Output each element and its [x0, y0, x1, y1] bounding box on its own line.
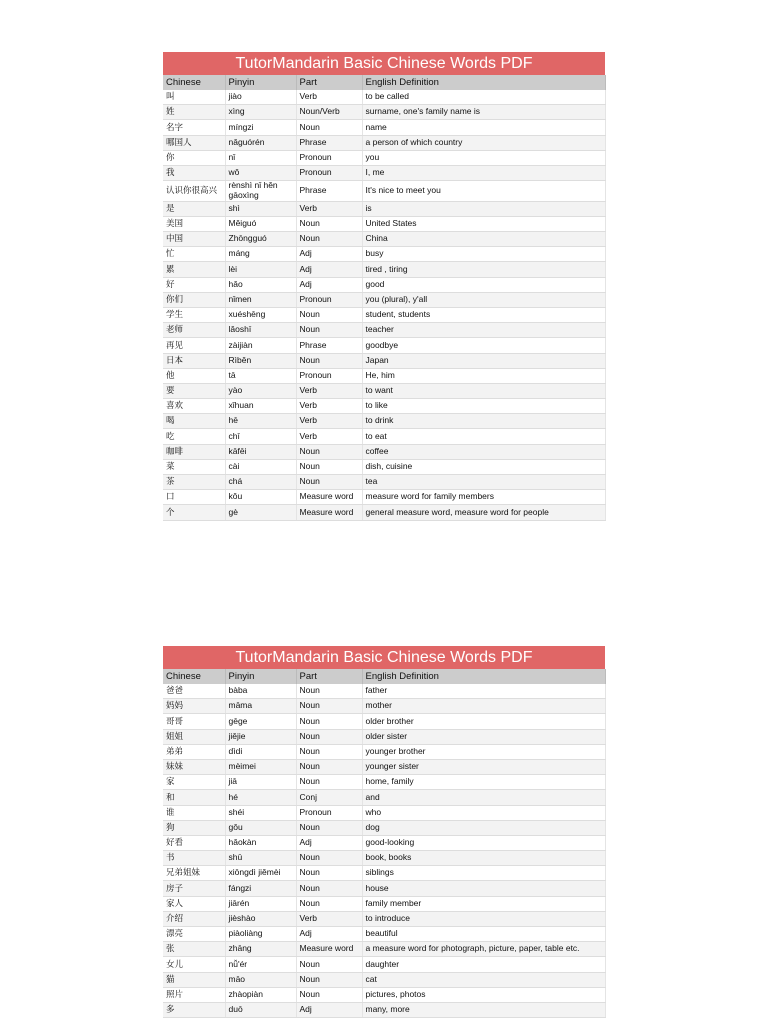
definition-cell: older brother [362, 714, 605, 729]
part-cell: Adj [296, 1002, 362, 1017]
part-cell: Adj [296, 247, 362, 262]
pinyin-cell: shéi [225, 805, 296, 820]
chinese-cell: 吃 [163, 429, 225, 444]
part-cell: Adj [296, 927, 362, 942]
pinyin-cell: lèi [225, 262, 296, 277]
pinyin-cell: míngzi [225, 120, 296, 135]
part-cell: Noun [296, 987, 362, 1002]
pinyin-cell: nǐmen [225, 292, 296, 307]
pinyin-cell: bàba [225, 684, 296, 699]
table-row [163, 444, 605, 459]
part-cell: Noun [296, 714, 362, 729]
chinese-cell: 叫 [163, 90, 225, 105]
table-row [163, 90, 605, 105]
chinese-cell: 姓 [163, 105, 225, 120]
part-cell: Noun [296, 323, 362, 338]
table-row [163, 699, 605, 714]
definition-cell: tired , tiring [362, 262, 605, 277]
part-cell: Adj [296, 262, 362, 277]
chinese-cell: 介绍 [163, 911, 225, 926]
table-body [163, 90, 605, 520]
part-cell: Phrase [296, 338, 362, 353]
definition-cell: good [362, 277, 605, 292]
part-cell: Noun/Verb [296, 105, 362, 120]
vocabulary-table [163, 669, 606, 1018]
header-row [163, 669, 605, 684]
definition-cell: daughter [362, 957, 605, 972]
table-row [163, 150, 605, 165]
chinese-cell: 漂亮 [163, 927, 225, 942]
table-row [163, 247, 605, 262]
table-row [163, 714, 605, 729]
chinese-cell: 好 [163, 277, 225, 292]
definition-cell: father [362, 684, 605, 699]
part-cell: Noun [296, 820, 362, 835]
table-row [163, 896, 605, 911]
chinese-cell: 房子 [163, 881, 225, 896]
definition-cell: to introduce [362, 911, 605, 926]
chinese-cell: 忙 [163, 247, 225, 262]
part-cell: Verb [296, 399, 362, 414]
definition-cell: is [362, 201, 605, 216]
vocabulary-sheet [163, 646, 605, 1018]
part-cell: Pronoun [296, 165, 362, 180]
part-cell: Noun [296, 699, 362, 714]
definition-cell: to drink [362, 414, 605, 429]
header-row [163, 75, 605, 90]
definition-cell: a measure word for photograph, picture, paper, table etc. [362, 942, 605, 957]
pinyin-cell: nǎguórén [225, 135, 296, 150]
definition-cell: China [362, 232, 605, 247]
pinyin-cell: jiārén [225, 896, 296, 911]
table-row [163, 790, 605, 805]
pinyin-cell: yào [225, 383, 296, 398]
table-row [163, 911, 605, 926]
chinese-cell: 老师 [163, 323, 225, 338]
part-cell: Noun [296, 444, 362, 459]
definition-cell: It's nice to meet you [362, 181, 605, 202]
pinyin-cell: wǒ [225, 165, 296, 180]
pinyin-cell: chī [225, 429, 296, 444]
definition-cell: busy [362, 247, 605, 262]
definition-cell: surname, one's family name is [362, 105, 605, 120]
part-cell: Verb [296, 90, 362, 105]
table-row [163, 866, 605, 881]
pinyin-cell: mèimei [225, 759, 296, 774]
table-row [163, 744, 605, 759]
pinyin-cell: xiōngdì jiěmèi [225, 866, 296, 881]
definition-cell: to want [362, 383, 605, 398]
definition-cell: measure word for family members [362, 490, 605, 505]
chinese-cell: 口 [163, 490, 225, 505]
table-row [163, 165, 605, 180]
part-cell: Noun [296, 232, 362, 247]
definition-cell: coffee [362, 444, 605, 459]
definition-cell: goodbye [362, 338, 605, 353]
table-row [163, 881, 605, 896]
table-row [163, 232, 605, 247]
definition-cell: younger brother [362, 744, 605, 759]
chinese-cell: 妹妹 [163, 759, 225, 774]
chinese-cell: 累 [163, 262, 225, 277]
table-row [163, 399, 605, 414]
table-row [163, 729, 605, 744]
table-row [163, 181, 605, 202]
vocabulary-table [163, 75, 606, 521]
definition-cell: cat [362, 972, 605, 987]
pinyin-cell: jiějie [225, 729, 296, 744]
part-cell: Phrase [296, 181, 362, 202]
chinese-cell: 菜 [163, 459, 225, 474]
chinese-cell: 名字 [163, 120, 225, 135]
header-definition: English Definition [362, 75, 605, 90]
part-cell: Verb [296, 429, 362, 444]
definition-cell: dog [362, 820, 605, 835]
part-cell: Noun [296, 851, 362, 866]
definition-cell: a person of which country [362, 135, 605, 150]
chinese-cell: 你们 [163, 292, 225, 307]
definition-cell: many, more [362, 1002, 605, 1017]
table-row [163, 759, 605, 774]
part-cell: Noun [296, 353, 362, 368]
vocabulary-sheet [163, 52, 605, 521]
definition-cell: older sister [362, 729, 605, 744]
chinese-cell: 认识你很高兴 [163, 181, 225, 202]
table-row [163, 353, 605, 368]
pinyin-cell: māo [225, 972, 296, 987]
definition-cell: younger sister [362, 759, 605, 774]
table-row [163, 277, 605, 292]
header-chinese: Chinese [163, 75, 225, 90]
sheet-title: TutorMandarin Basic Chinese Words PDF [163, 646, 605, 669]
header-part: Part [296, 669, 362, 684]
definition-cell: book, books [362, 851, 605, 866]
table-row [163, 135, 605, 150]
chinese-cell: 美国 [163, 216, 225, 231]
table-row [163, 835, 605, 850]
chinese-cell: 喜欢 [163, 399, 225, 414]
definition-cell: home, family [362, 775, 605, 790]
table-row [163, 216, 605, 231]
part-cell: Noun [296, 475, 362, 490]
table-row [163, 820, 605, 835]
part-cell: Noun [296, 775, 362, 790]
table-row [163, 383, 605, 398]
table-row [163, 475, 605, 490]
chinese-cell: 和 [163, 790, 225, 805]
table-row [163, 368, 605, 383]
chinese-cell: 猫 [163, 972, 225, 987]
part-cell: Noun [296, 744, 362, 759]
pinyin-cell: kǒu [225, 490, 296, 505]
pinyin-cell: Rìběn [225, 353, 296, 368]
definition-cell: tea [362, 475, 605, 490]
part-cell: Verb [296, 383, 362, 398]
pinyin-cell: chá [225, 475, 296, 490]
table-row [163, 292, 605, 307]
pinyin-cell: hǎo [225, 277, 296, 292]
pinyin-cell: xuéshēng [225, 307, 296, 322]
part-cell: Noun [296, 684, 362, 699]
part-cell: Noun [296, 729, 362, 744]
table-row [163, 307, 605, 322]
pinyin-cell: nǐ [225, 150, 296, 165]
chinese-cell: 家人 [163, 896, 225, 911]
chinese-cell: 再见 [163, 338, 225, 353]
part-cell: Pronoun [296, 292, 362, 307]
definition-cell: student, students [362, 307, 605, 322]
chinese-cell: 好看 [163, 835, 225, 850]
part-cell: Measure word [296, 490, 362, 505]
part-cell: Pronoun [296, 368, 362, 383]
chinese-cell: 喝 [163, 414, 225, 429]
pinyin-cell: zhāng [225, 942, 296, 957]
header-pinyin: Pinyin [225, 75, 296, 90]
pinyin-cell: Měiguó [225, 216, 296, 231]
pinyin-cell: xìng [225, 105, 296, 120]
part-cell: Noun [296, 216, 362, 231]
definition-cell: who [362, 805, 605, 820]
definition-cell: general measure word, measure word for people [362, 505, 605, 520]
part-cell: Verb [296, 911, 362, 926]
chinese-cell: 哥哥 [163, 714, 225, 729]
definition-cell: United States [362, 216, 605, 231]
pinyin-cell: jiā [225, 775, 296, 790]
definition-cell: you [362, 150, 605, 165]
part-cell: Adj [296, 277, 362, 292]
chinese-cell: 爸爸 [163, 684, 225, 699]
definition-cell: and [362, 790, 605, 805]
chinese-cell: 狗 [163, 820, 225, 835]
pinyin-cell: rènshì nǐ hěn gāoxìng [225, 181, 296, 202]
table-body [163, 684, 605, 1018]
chinese-cell: 我 [163, 165, 225, 180]
part-cell: Verb [296, 414, 362, 429]
pinyin-cell: nǚ'ér [225, 957, 296, 972]
header-part: Part [296, 75, 362, 90]
definition-cell: mother [362, 699, 605, 714]
chinese-cell: 日本 [163, 353, 225, 368]
definition-cell: to be called [362, 90, 605, 105]
part-cell: Noun [296, 972, 362, 987]
definition-cell: teacher [362, 323, 605, 338]
pinyin-cell: piàoliàng [225, 927, 296, 942]
pinyin-cell: hē [225, 414, 296, 429]
pinyin-cell: jiào [225, 90, 296, 105]
pinyin-cell: duō [225, 1002, 296, 1017]
chinese-cell: 兄弟姐妹 [163, 866, 225, 881]
pinyin-cell: zhàopiàn [225, 987, 296, 1002]
part-cell: Verb [296, 201, 362, 216]
header-chinese: Chinese [163, 669, 225, 684]
header-definition: English Definition [362, 669, 605, 684]
pinyin-cell: kāfēi [225, 444, 296, 459]
definition-cell: to eat [362, 429, 605, 444]
table-row [163, 338, 605, 353]
table-row [163, 972, 605, 987]
chinese-cell: 是 [163, 201, 225, 216]
definition-cell: name [362, 120, 605, 135]
pinyin-cell: cài [225, 459, 296, 474]
pinyin-cell: lǎoshī [225, 323, 296, 338]
pinyin-cell: Zhōngguó [225, 232, 296, 247]
pinyin-cell: xǐhuan [225, 399, 296, 414]
chinese-cell: 要 [163, 383, 225, 398]
part-cell: Conj [296, 790, 362, 805]
chinese-cell: 学生 [163, 307, 225, 322]
part-cell: Measure word [296, 942, 362, 957]
part-cell: Pronoun [296, 150, 362, 165]
table-row [163, 105, 605, 120]
pinyin-cell: shū [225, 851, 296, 866]
chinese-cell: 书 [163, 851, 225, 866]
table-row [163, 323, 605, 338]
pinyin-cell: māma [225, 699, 296, 714]
chinese-cell: 妈妈 [163, 699, 225, 714]
chinese-cell: 弟弟 [163, 744, 225, 759]
pinyin-cell: hǎokàn [225, 835, 296, 850]
table-row [163, 942, 605, 957]
part-cell: Noun [296, 459, 362, 474]
pinyin-cell: gēge [225, 714, 296, 729]
part-cell: Noun [296, 957, 362, 972]
definition-cell: to like [362, 399, 605, 414]
chinese-cell: 姐姐 [163, 729, 225, 744]
pinyin-cell: máng [225, 247, 296, 262]
part-cell: Noun [296, 120, 362, 135]
table-row [163, 120, 605, 135]
chinese-cell: 谁 [163, 805, 225, 820]
part-cell: Adj [296, 835, 362, 850]
table-row [163, 805, 605, 820]
table-row [163, 505, 605, 520]
table-row [163, 201, 605, 216]
chinese-cell: 咖啡 [163, 444, 225, 459]
chinese-cell: 家 [163, 775, 225, 790]
table-row [163, 490, 605, 505]
part-cell: Phrase [296, 135, 362, 150]
chinese-cell: 照片 [163, 987, 225, 1002]
definition-cell: family member [362, 896, 605, 911]
definition-cell: pictures, photos [362, 987, 605, 1002]
chinese-cell: 中国 [163, 232, 225, 247]
pinyin-cell: hé [225, 790, 296, 805]
pinyin-cell: jièshào [225, 911, 296, 926]
table-row [163, 414, 605, 429]
definition-cell: I, me [362, 165, 605, 180]
sheet-title: TutorMandarin Basic Chinese Words PDF [163, 52, 605, 75]
chinese-cell: 多 [163, 1002, 225, 1017]
part-cell: Pronoun [296, 805, 362, 820]
part-cell: Noun [296, 881, 362, 896]
definition-cell: dish, cuisine [362, 459, 605, 474]
table-row [163, 684, 605, 699]
definition-cell: siblings [362, 866, 605, 881]
chinese-cell: 个 [163, 505, 225, 520]
table-row [163, 775, 605, 790]
pinyin-cell: gè [225, 505, 296, 520]
chinese-cell: 哪国人 [163, 135, 225, 150]
table-row [163, 1002, 605, 1017]
chinese-cell: 茶 [163, 475, 225, 490]
pinyin-cell: fángzi [225, 881, 296, 896]
chinese-cell: 女儿 [163, 957, 225, 972]
pinyin-cell: gǒu [225, 820, 296, 835]
definition-cell: you (plural), y'all [362, 292, 605, 307]
table-row [163, 957, 605, 972]
part-cell: Noun [296, 759, 362, 774]
part-cell: Noun [296, 307, 362, 322]
header-pinyin: Pinyin [225, 669, 296, 684]
definition-cell: beautiful [362, 927, 605, 942]
table-row [163, 429, 605, 444]
pinyin-cell: dìdi [225, 744, 296, 759]
part-cell: Noun [296, 896, 362, 911]
pinyin-cell: zàijiàn [225, 338, 296, 353]
pinyin-cell: shì [225, 201, 296, 216]
table-row [163, 987, 605, 1002]
part-cell: Noun [296, 866, 362, 881]
table-row [163, 262, 605, 277]
pinyin-cell: tā [225, 368, 296, 383]
definition-cell: Japan [362, 353, 605, 368]
definition-cell: good-looking [362, 835, 605, 850]
table-row [163, 851, 605, 866]
part-cell: Measure word [296, 505, 362, 520]
chinese-cell: 他 [163, 368, 225, 383]
table-row [163, 459, 605, 474]
chinese-cell: 你 [163, 150, 225, 165]
definition-cell: house [362, 881, 605, 896]
chinese-cell: 张 [163, 942, 225, 957]
definition-cell: He, him [362, 368, 605, 383]
table-row [163, 927, 605, 942]
